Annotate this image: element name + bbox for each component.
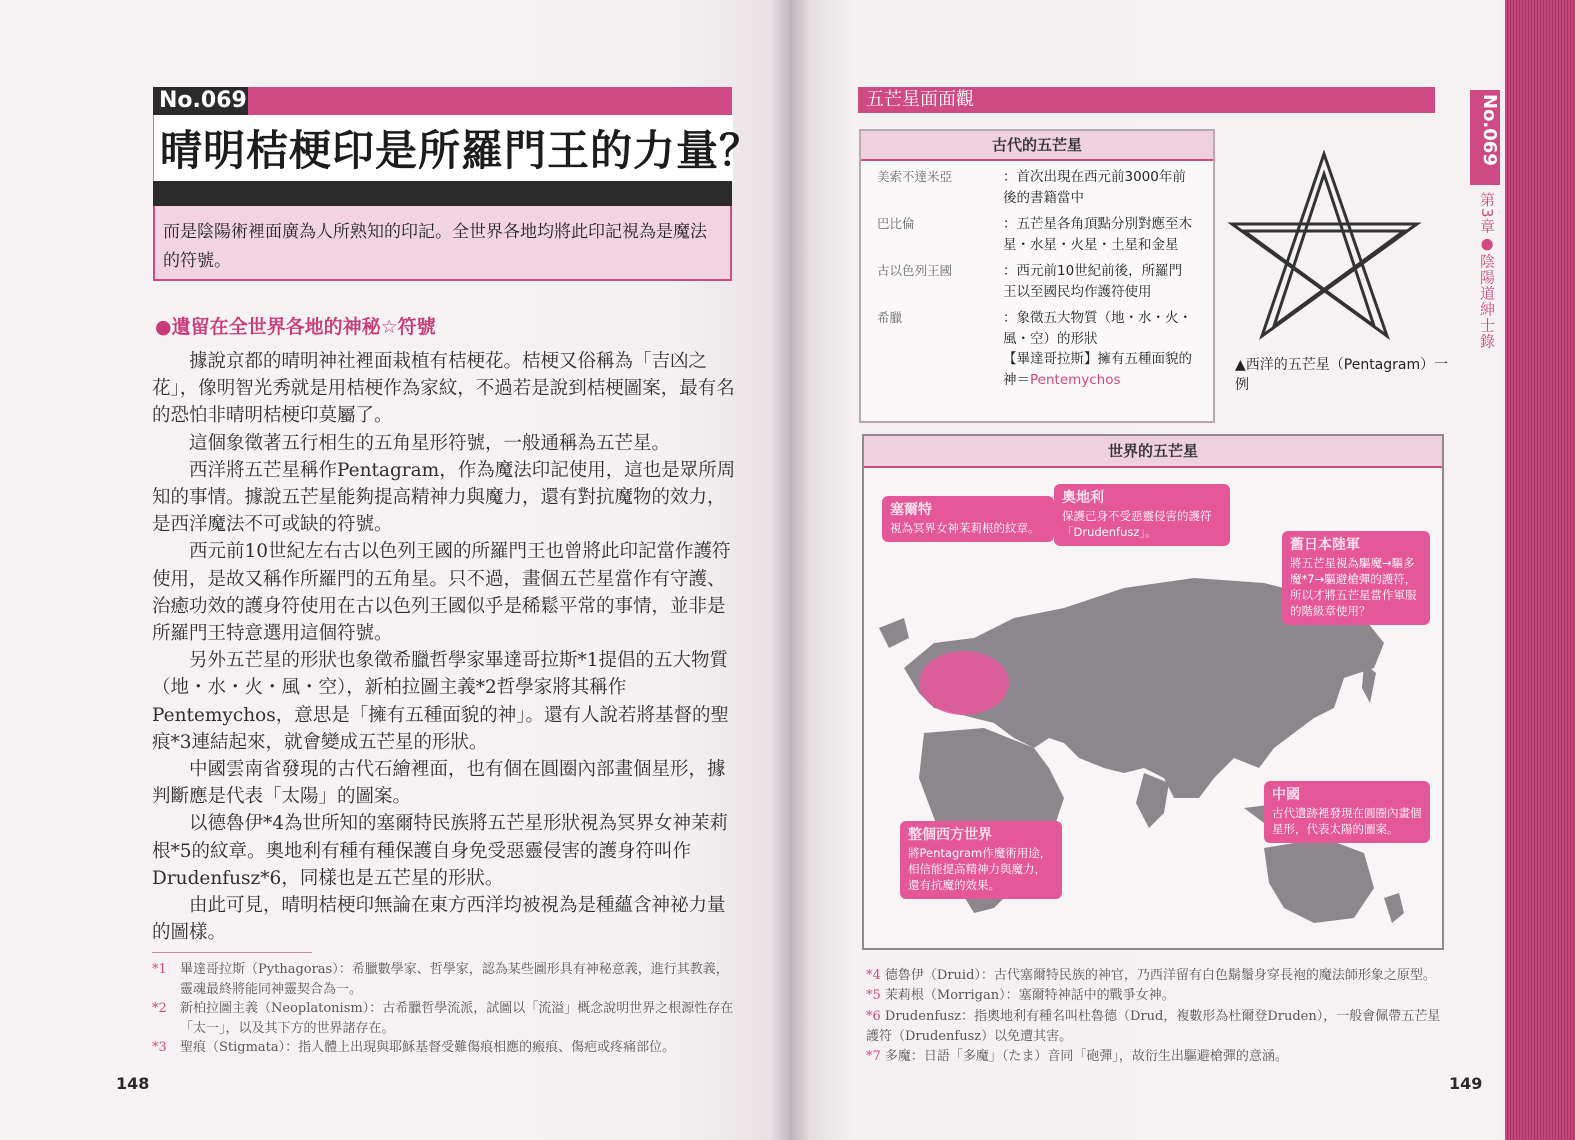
page-number-right: 149 [1449,1074,1483,1093]
ancient-table-title: 古代的五芒星 [861,131,1213,161]
footnote: *1 畢達哥拉斯（Pythagoras）：希臘數學家、哲學家，認為某些圖形具有神秘意義，進行其教義，靈魂最終將能同神靈契合為一。 [152,962,729,997]
callout-west: 整個西方世界 將Pentagram作魔術用途，相信能提高精神力與魔力，還有抗魔的效果。 [900,821,1062,899]
footnotes-left [152,960,737,1058]
ancient-row: 美索不達米亞 ：首次出現在西元前3000年前後的書籍當中 [877,169,1186,206]
footnote-rule [152,952,312,953]
callout-austria: 奧地利 保護己身不受惡靈侵害的護符「Drudenfusz」。 [1054,484,1230,546]
paragraph: 這個象徵著五行相生的五角星形符號，一般通稱為五芒星。 [189,432,671,454]
paragraph: 以德魯伊*4為世所知的塞爾特民族將五芒星形狀視為冥界女神茉莉根*5的紋章。奧地利有種有種保護自身免受惡靈侵害的護身符叫作Drudenfusz*6，同樣也是五芒星的形狀。 [152,813,729,889]
book-gutter [770,0,810,1140]
right-header: 五芒星面面觀 [858,87,1435,113]
ancient-row: 古以色列王國 ：西元前10世紀前後，所羅門王以至國民均作護符使用 [877,263,1183,300]
footnote: *5 茉莉根（Morrigan）：塞爾特神話中的戰爭女神。 [866,988,1175,1004]
pentagram-icon [1222,148,1427,343]
page-number-left: 148 [116,1074,150,1093]
world-panel-title: 世界的五芒星 [864,436,1442,468]
callout-japan: 舊日本陸軍 將五芒星視為驅魔→驅多魔*7→驅避槍彈的護符，所以才將五芒星當作軍服的階級章使用？ [1282,531,1430,625]
paragraph: 西洋將五芒星稱作Pentagram，作為魔法印記使用，這也是眾所周知的事情。據說五芒星能夠提高精神力與魔力，還有對抗魔物的效力，是西洋魔法不可或缺的符號。 [152,459,736,536]
paragraph: 另外五芒星的形狀也象徵希臘哲學家畢達哥拉斯*1提倡的五大物質（地・水・火・風・空），新柏拉圖主義*2哲學家將其稱作Pentemychos，意思是「擁有五種面貌的神」。還有人說若將基督的聖痕*3連結起來，就會變成五芒星的形狀。 [152,650,730,753]
entry-number: No.069 [153,87,254,115]
footnote: *2 新柏拉圖主義（Neoplatonism）：古希臘哲學流派，試圖以「流溢」概念說明世界之根源性存在「太一」，以及其下方的世界諸存在。 [152,1001,734,1036]
book-edge [1505,0,1575,1140]
lead-text: 而是陰陽術裡面廣為人所熟知的印記。全世界各地均將此印記視為是魔法的符號。 [163,222,707,271]
page-title: 晴明桔梗印是所羅門王的力量？ [160,126,763,175]
footnotes-right [866,966,1441,1067]
paragraph: 據說京都的晴明神社裡面栽植有桔梗花。桔梗又俗稱為「吉凶之花」，像明智光秀就是用桔梗作為家紋，不過若是說到桔梗圖案，最有名的恐怕非晴明桔梗印莫屬了。 [152,351,735,427]
side-entry-number: No.069 [1479,94,1500,166]
entry-number-bar [248,87,732,115]
callout-china: 中國 古代遺跡裡發現在圓圈內畫個星形，代表太陽的圖案。 [1264,781,1430,843]
footnote: *6 Drudenfusz：指奧地利有種名叫杜魯德（Drud，複數形為杜爾登Druden），一般會佩帶五芒星護符（Drudenfusz）以免遭其害。 [866,1008,1441,1044]
section-heading: ●遺留在全世界各地的神秘☆符號 [155,316,436,338]
paragraph: 中國雲南省發現的古代石繪裡面，也有個在圓圈內部畫個星形，據判斷應是代表「太陽」的圖案。 [152,759,726,808]
callout-celt: 塞爾特 視為冥界女神茉莉根的紋章。 [882,496,1054,542]
ancient-row: 巴比倫 ：五芒星各角頂點分別對應至木星・水星・火星・土星和金星 [877,216,1192,253]
title-underbar [153,181,732,206]
body-text [152,348,737,946]
footnote: *4 德魯伊（Druid）：古代塞爾特民族的神官，乃西洋留有白色鬍鬚身穿長袍的魔法師形象之原型。 [866,968,1436,983]
ancient-row: 希臘 ：象徵五大物質（地・水・火・風・空）的形狀 【畢達哥拉斯】擁有五種面貌的神＝Pentemychos [877,310,1192,388]
footnote: *7 多魔：日語「多魔」（たま）音同「砲彈」，故衍生出驅避槍彈的意涵。 [866,1049,1288,1065]
paragraph: 西元前10世紀左右古以色列王國的所羅門王也曾將此印記當作護符使用，是故又稱作所羅門的五角星。只不過，畫個五芒星當作有守護、治癒功效的護身符使用在古以色列王國似乎是稀鬆平常的事情，並非是所羅門王特意選用這個符號。 [152,541,731,645]
world-pentagram-panel [862,434,1444,950]
ancient-pentagram-table [859,129,1215,423]
side-chapter-label: 第3章●陰陽道紳士錄 [1478,192,1496,350]
pentagram-caption: ▲西洋的五芒星（Pentagram）一例 [1235,357,1449,393]
paragraph: 由此可見，晴明桔梗印無論在東方西洋均被視為是種蘊含神祕力量的圖樣。 [152,895,726,944]
footnote: *3 聖痕（Stigmata）：指人體上出現與耶穌基督受難傷痕相應的瘢痕、傷疤或疼痛部位。 [152,1040,676,1055]
